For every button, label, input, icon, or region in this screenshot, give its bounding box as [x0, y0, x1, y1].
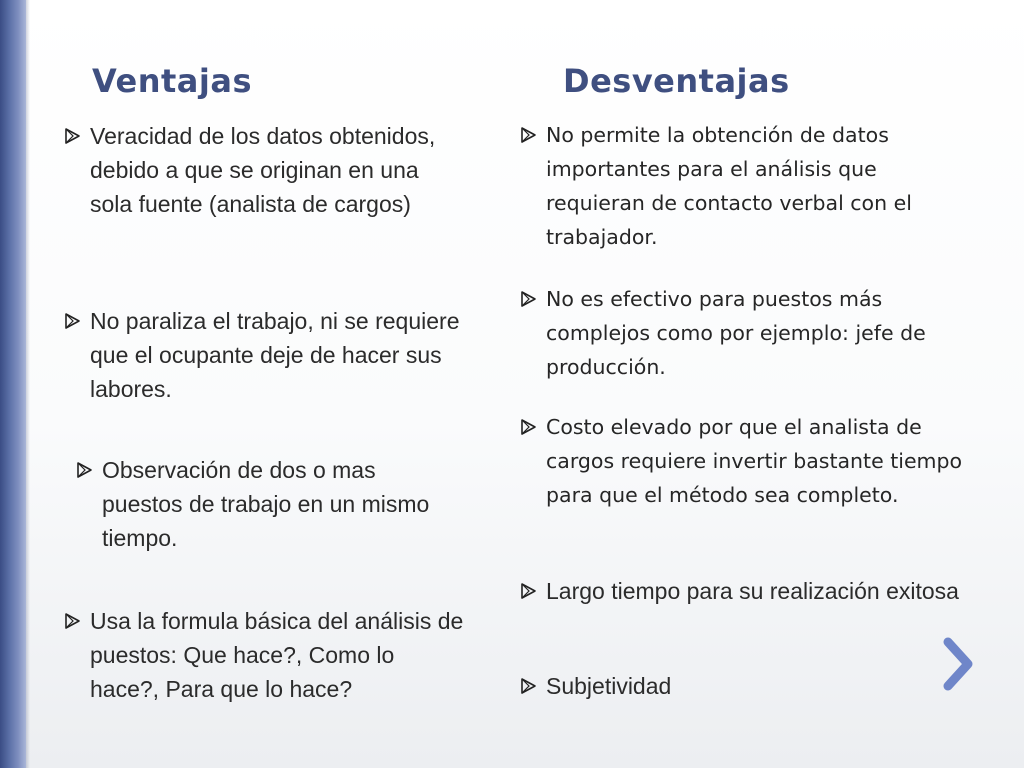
desventaja-item — [520, 410, 980, 512]
desventaja-text: Largo tiempo para su realización exitosa — [546, 578, 959, 604]
arrow-bullet-icon — [520, 410, 546, 444]
arrow-bullet-icon — [520, 574, 546, 608]
arrow-bullet-icon — [520, 669, 546, 703]
heading-desventajas: Desventajas — [563, 62, 790, 100]
ventaja-item — [72, 453, 462, 555]
desventaja-item — [520, 282, 980, 384]
desventaja-item — [520, 669, 820, 703]
ventaja-item — [64, 604, 464, 706]
ventaja-item — [64, 304, 474, 406]
arrow-bullet-icon — [64, 304, 90, 338]
ventaja-text: Usa la formula básica del análisis de puestos: Que hace?, Como lo hace?, Para que lo hace? — [90, 608, 464, 702]
arrow-bullet-icon — [520, 118, 546, 152]
left-accent-bar — [0, 0, 26, 768]
desventaja-text: Costo elevado por que el analista de cargos requiere invertir bastante tiempo para que el método sea completo. — [546, 415, 963, 507]
desventaja-text: No permite la obtención de datos importantes para el análisis que requieran de contacto verbal con el trabajador. — [546, 123, 912, 249]
arrow-bullet-icon — [64, 604, 90, 638]
heading-ventajas: Ventajas — [92, 62, 252, 100]
chevron-right-icon[interactable] — [938, 636, 978, 692]
desventaja-text: Subjetividad — [546, 673, 672, 699]
desventaja-text: No es efectivo para puestos más complejos como por ejemplo: jefe de producción. — [546, 287, 926, 379]
ventaja-item — [64, 119, 444, 221]
desventaja-item — [520, 118, 970, 254]
ventaja-text: Observación de dos o mas puestos de trabajo en un mismo tiempo. — [102, 457, 430, 551]
arrow-bullet-icon — [64, 119, 90, 153]
arrow-bullet-icon — [76, 453, 102, 487]
ventaja-text: No paraliza el trabajo, ni se requiere que el ocupante deje de hacer sus labores. — [90, 308, 460, 402]
desventaja-item — [520, 574, 960, 608]
arrow-bullet-icon — [520, 282, 546, 316]
ventaja-text: Veracidad de los datos obtenidos, debido a que se originan en una sola fuente (analista de cargos) — [90, 123, 436, 217]
